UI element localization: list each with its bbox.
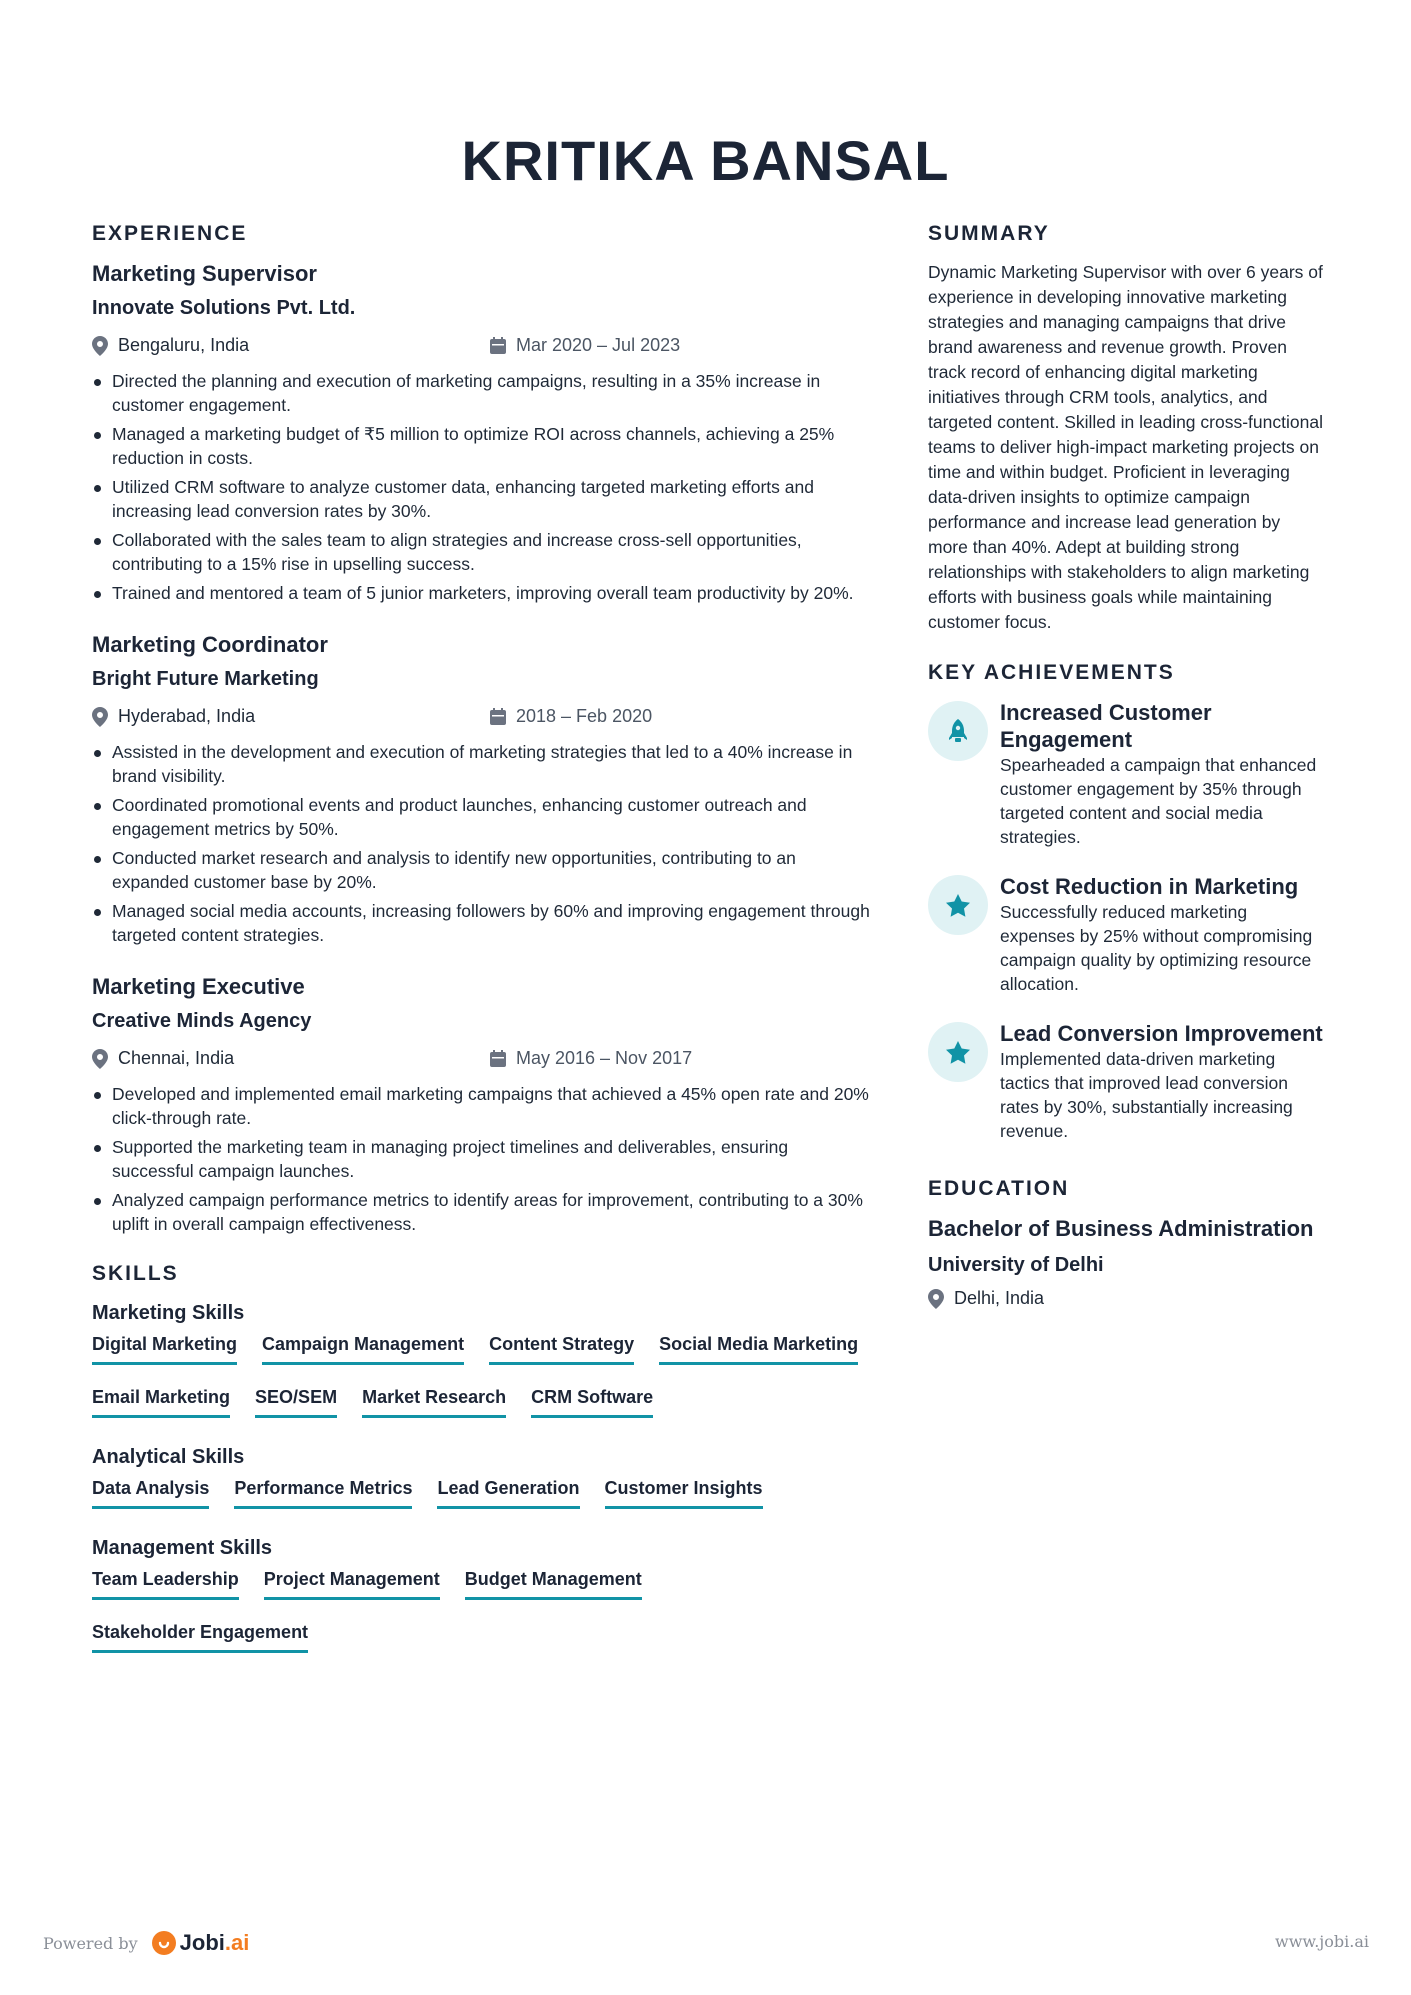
skill-chip: Email Marketing: [92, 1385, 230, 1418]
job-location-text: Hyderabad, India: [118, 706, 256, 726]
job-bullets: [92, 1082, 872, 1236]
job-bullet: Assisted in the development and execution of marketing strategies that led to a 40% increase in brand visibility.: [92, 740, 872, 788]
jobi-logo[interactable]: [152, 1930, 250, 1956]
skill-chip: Performance Metrics: [234, 1476, 412, 1509]
skill-chip: SEO/SEM: [255, 1385, 337, 1418]
job-bullet: Managed social media accounts, increasing followers by 60% and improving engagement through targeted content strategies.: [92, 899, 872, 947]
skill-chips: [92, 1476, 872, 1509]
achievement-item: [928, 699, 1323, 849]
job-location: [92, 706, 255, 727]
job-bullet: Conducted market research and analysis to identify new opportunities, contributing to an expanded customer base by 20%.: [92, 846, 872, 894]
rocket-icon: [928, 701, 988, 761]
achievement-description: Successfully reduced marketing expenses by 25% without compromising campaign quality by optimizing resource allocation.: [1000, 902, 1313, 994]
education-degree: Bachelor of Business Administration: [928, 1216, 1314, 1241]
job-dates-text: May 2016 – Nov 2017: [516, 1048, 693, 1068]
skill-chip: Project Management: [264, 1567, 440, 1600]
job-bullets: [92, 369, 872, 605]
star-icon: [928, 1022, 988, 1082]
skill-chip: Lead Generation: [437, 1476, 579, 1509]
achievement-description: Implemented data-driven marketing tactics that improved lead conversion rates by 30%, substantially increasing revenue.: [1000, 1049, 1293, 1141]
skills-group-title: Management Skills: [92, 1537, 273, 1559]
skill-chips: [92, 1332, 872, 1418]
job-entry: [92, 260, 872, 605]
job-dates: [490, 1048, 692, 1069]
skill-chip: Content Strategy: [489, 1332, 634, 1365]
location-pin-icon: [92, 1049, 108, 1069]
summary-text: Dynamic Marketing Supervisor with over 6 years of experience in developing innovative marketing strategies and managing campaigns that drive brand awareness and revenue growth. Proven track record of enhancing digital marketing initiatives through CRM tools, analytics, and targeted content. Skilled in leading cross-functional teams to deliver high-impact marketing projects on time and within budget. Proficient in leveraging data-driven insights to optimize campaign performance and increase lead generation by more than 40%. Adept at building strong relationships with stakeholders to align marketing efforts with business goals while maintaining customer focus.: [928, 262, 1323, 632]
jobi-logo-icon: [152, 1931, 176, 1955]
job-company: Innovate Solutions Pvt. Ltd.: [92, 297, 356, 319]
experience-heading: EXPERIENCE: [92, 222, 248, 245]
job-bullets: [92, 740, 872, 947]
location-pin-icon: [928, 1289, 944, 1309]
location-pin-icon: [92, 336, 108, 356]
job-bullet: Developed and implemented email marketing campaigns that achieved a 45% open rate and 20% click-through rate.: [92, 1082, 872, 1130]
job-dates-text: 2018 – Feb 2020: [516, 706, 653, 726]
job-meta: [92, 706, 872, 732]
footer-website[interactable]: www.jobi.ai: [1275, 1932, 1369, 1951]
job-location: [92, 335, 249, 356]
skills-group-title: Marketing Skills: [92, 1302, 245, 1324]
education-heading: EDUCATION: [928, 1177, 1070, 1200]
achievement-title: Lead Conversion Improvement: [1000, 1021, 1323, 1046]
job-meta: [92, 1048, 872, 1074]
right-column: [928, 222, 1323, 1309]
skill-chip: Market Research: [362, 1385, 506, 1418]
skill-chip: Customer Insights: [605, 1476, 763, 1509]
skills-group-title: Analytical Skills: [92, 1446, 245, 1468]
job-location-text: Bengaluru, India: [118, 335, 250, 355]
job-title: Marketing Supervisor: [92, 261, 317, 286]
skill-chip: Data Analysis: [92, 1476, 209, 1509]
skill-chip: Budget Management: [465, 1567, 642, 1600]
job-title: Marketing Coordinator: [92, 632, 328, 657]
powered-by-text: Powered by: [43, 1933, 138, 1953]
job-dates: [490, 335, 680, 356]
calendar-icon: [490, 337, 506, 354]
job-bullet: Managed a marketing budget of ₹5 million to optimize ROI across channels, achieving a 25% reduction in costs.: [92, 422, 872, 470]
job-company: Bright Future Marketing: [92, 668, 319, 690]
job-location-text: Chennai, India: [118, 1048, 235, 1068]
education-school: University of Delhi: [928, 1254, 1104, 1276]
skill-chip: CRM Software: [531, 1385, 653, 1418]
achievement-title: Increased Customer Engagement: [1000, 700, 1212, 752]
job-meta: [92, 335, 872, 361]
job-entry: [92, 631, 872, 947]
left-column: [92, 222, 872, 1679]
skill-chip: Campaign Management: [262, 1332, 464, 1365]
skill-chip: Social Media Marketing: [659, 1332, 858, 1365]
logo-suffix-text: .ai: [224, 1930, 250, 1955]
achievements-heading: KEY ACHIEVEMENTS: [928, 661, 1175, 684]
job-dates: [490, 706, 652, 727]
calendar-icon: [490, 1050, 506, 1067]
summary-heading: SUMMARY: [928, 222, 1050, 245]
job-bullet: Utilized CRM software to analyze customer data, enhancing targeted marketing efforts and increasing lead conversion rates by 30%.: [92, 475, 872, 523]
achievement-item: [928, 873, 1323, 996]
location-pin-icon: [92, 707, 108, 727]
star-icon: [928, 875, 988, 935]
skill-chip: Team Leadership: [92, 1567, 239, 1600]
skill-chip: Digital Marketing: [92, 1332, 237, 1365]
job-dates-text: Mar 2020 – Jul 2023: [516, 335, 681, 355]
job-company: Creative Minds Agency: [92, 1010, 312, 1032]
footer-powered-by: [43, 1930, 249, 1956]
achievement-title: Cost Reduction in Marketing: [1000, 874, 1299, 899]
skill-chips: [92, 1567, 872, 1653]
achievement-description: Spearheaded a campaign that enhanced customer engagement by 35% through targeted content and social media strategies.: [1000, 755, 1317, 847]
job-bullet: Collaborated with the sales team to align strategies and increase cross-sell opportunities, contributing to a 15% rise in upselling success.: [92, 528, 872, 576]
logo-main-text: Jobi: [179, 1930, 225, 1955]
job-bullet: Analyzed campaign performance metrics to identify areas for improvement, contributing to a 30% uplift in overall campaign effectiveness.: [92, 1188, 872, 1236]
job-title: Marketing Executive: [92, 974, 305, 999]
calendar-icon: [490, 708, 506, 725]
job-bullet: Supported the marketing team in managing project timelines and deliverables, ensuring successful campaign launches.: [92, 1135, 872, 1183]
candidate-name: KRITIKA BANSAL: [461, 129, 950, 192]
education-location: [928, 1288, 1323, 1309]
achievement-item: [928, 1020, 1323, 1143]
job-location: [92, 1048, 234, 1069]
skills-heading: SKILLS: [92, 1262, 179, 1285]
skill-chip: Stakeholder Engagement: [92, 1620, 308, 1653]
job-entry: [92, 973, 872, 1236]
education-location-text: Delhi, India: [954, 1288, 1045, 1308]
job-bullet: Trained and mentored a team of 5 junior marketers, improving overall team productivity by 20%.: [92, 581, 872, 605]
job-bullet: Directed the planning and execution of marketing campaigns, resulting in a 35% increase in customer engagement.: [92, 369, 872, 417]
job-bullet: Coordinated promotional events and product launches, enhancing customer outreach and engagement metrics by 50%.: [92, 793, 872, 841]
